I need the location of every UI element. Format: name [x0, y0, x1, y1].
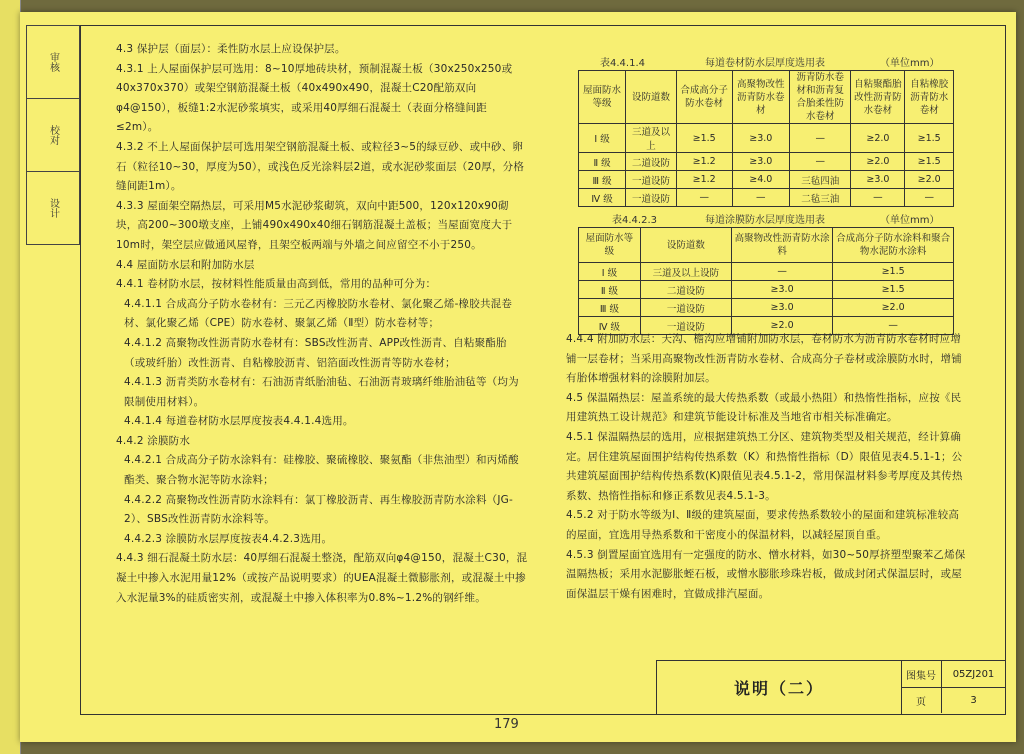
section-4-5: 4.5 保温隔热层：屋盖系统的最大传热系数（或最小热阻）和热惰性指标，应按《民用建筑热工设计规范》和建筑节能设计标准及当地省市相关标准确定。 — [566, 391, 962, 424]
table-cell: Ⅳ 级 — [579, 317, 641, 335]
table2-header: 高聚物改性沥青防水涂料 — [731, 228, 832, 263]
section-4-5-2: 4.5.2 对于防水等级为Ⅰ、Ⅱ级的建筑屋面，要求传热系数较小的屋面和建筑标准较高的屋面，宜选用导热系数和干密度小的保温材料，以减轻屋顶自重。 — [566, 509, 960, 541]
table-cell: — — [905, 189, 954, 207]
table-cell: Ⅲ 级 — [579, 299, 641, 317]
table-cell: Ⅱ 级 — [579, 153, 626, 171]
table-cell: ≥1.5 — [833, 281, 954, 299]
table1-header-row — [579, 71, 954, 124]
table2-header-row — [579, 228, 954, 263]
table-cell: ≥3.0 — [851, 171, 905, 189]
section-4-4-1-2: 4.4.1.2 高聚物改性沥青防水卷材有：SBS改性沥青、APP改性沥青、自粘聚酯胎（或玻纤胎）改性沥青、自粘橡胶沥青、铝箔面改性沥青等防水卷材； — [124, 336, 507, 369]
table-cell: — — [851, 189, 905, 207]
table-4-4-2-3 — [578, 227, 954, 335]
table-cell: — — [790, 153, 851, 171]
table-row — [579, 263, 954, 281]
page-label: 页 — [901, 687, 942, 713]
section-4-4-1-1: 4.4.1.1 合成高分子防水卷材有：三元乙丙橡胶防水卷材、氯化聚乙烯-橡胶共混卷材、氯化聚乙烯（CPE）防水卷材、聚氯乙烯（Ⅱ型）防水卷材等； — [124, 297, 513, 330]
table-cell: Ⅳ 级 — [579, 189, 626, 207]
table-row — [579, 153, 954, 171]
table-cell: ≥1.2 — [676, 153, 732, 171]
table-cell: 三道及以上 — [626, 124, 677, 153]
table-cell: — — [732, 189, 790, 207]
table1-header: 合成高分子防水卷材 — [676, 71, 732, 124]
section-4-5-1: 4.5.1 保温隔热层的选用，应根据建筑热工分区、建筑物类型及相关规范，经计算确定。居住建筑屋面围护结构传热系数（K）和热惰性指标（D）限值见表4.5.1-1；公共建筑屋面围护结构传热系数(K)限值见表4.5.1-2，常用保温材料参考厚度及其传热系数、热惰性指标和修正系数见表4.5.1-3。 — [566, 430, 963, 502]
table1-header: 自粘聚酯胎改性沥青防水卷材 — [851, 71, 905, 124]
table-cell: — — [676, 189, 732, 207]
table-cell: ≥4.0 — [732, 171, 790, 189]
table-cell: ≥1.5 — [676, 124, 732, 153]
table-cell: ≥3.0 — [732, 153, 790, 171]
table-cell: ≥2.0 — [731, 317, 832, 335]
binding-review: 审核 — [27, 26, 79, 99]
table-cell: ≥1.5 — [905, 153, 954, 171]
binding-signature-block — [26, 25, 80, 245]
right-text-column — [566, 330, 968, 604]
table-cell: Ⅰ 级 — [579, 263, 641, 281]
section-4-3-2: 4.3.2 不上人屋面保护层可选用架空钢筋混凝土板、或粒径3~5的绿豆砂、或中砂、卵石（粒径10~30，厚度为50），或浅色反光涂料层2道，或水泥砂浆面层（20厚，分格缝间距1m）。 — [116, 140, 525, 193]
book-page-number: 179 — [494, 717, 519, 732]
table-cell: 二毡三油 — [790, 189, 851, 207]
table-cell: ≥2.0 — [905, 171, 954, 189]
binding-design: 设计 — [47, 198, 59, 218]
binding-check: 校对 — [27, 99, 79, 172]
section-4-4-2-1: 4.4.2.1 合成高分子防水涂料有：硅橡胶、聚硫橡胶、聚氨酯（非焦油型）和丙烯酸酯类、聚合物水泥等防水涂料； — [124, 454, 519, 487]
table-row — [579, 281, 954, 299]
atlas-number: 05ZJ201 — [952, 668, 995, 680]
table-cell: ≥3.0 — [731, 299, 832, 317]
section-4-4-1-3: 4.4.1.3 沥青类防水卷材有：石油沥青纸胎油毡、石油沥青玻璃纤维胎油毡等（均为限制使用材料）。 — [124, 376, 519, 408]
section-4-4-3: 4.4.3 细石混凝土防水层：40厚细石混凝土整浇，配筋双向φ4@150，混凝土C30，混凝土中掺入水泥用量12%（或按产品说明要求）的UEA混凝土微膨胀剂，或混凝土中掺入水泥量3%的硅质密实剂，或混凝土中掺入体积率为0.8%~1.2%的钢纤维。 — [116, 552, 528, 604]
table-cell: ≥3.0 — [732, 124, 790, 153]
table-cell: 一道设防 — [640, 317, 731, 335]
section-4-5-3: 4.5.3 倒置屋面宜选用有一定强度的防水、憎水材料，如30~50厚挤塑型聚苯乙烯保温隔热板；采用水泥膨胀蛭石板，或憎水膨胀珍珠岩板，做成封闭式保温层时，或屋面保温层干燥有困难时，宜做成排汽屋面。 — [566, 548, 966, 600]
section-4-3: 4.3 保护层（面层）：柔性防水层上应设保护层。 — [116, 43, 346, 55]
table-cell: — — [833, 317, 954, 335]
table-cell: 三道及以上设防 — [640, 263, 731, 281]
section-4-3-3: 4.3.3 屋面架空隔热层，可采用M5水泥砂浆砌筑，双向中距500，120x120x90砌块，高200~300墩支座，上铺490x490x40细石钢筋混凝土盖板；当屋面宽度大于10m时，架空层应做通风屋脊，且架空板两端与外墙之间应留空不小于250。 — [116, 199, 513, 251]
table-cell: Ⅲ 级 — [579, 171, 626, 189]
table-cell: Ⅰ 级 — [579, 124, 626, 153]
table-cell: Ⅱ 级 — [579, 281, 641, 299]
table-cell: 二道设防 — [626, 153, 677, 171]
page-row — [901, 687, 1005, 713]
section-4-3-1: 4.3.1 上人屋面保护层可选用：8~10厚地砖块材，预制混凝土板（30x250x250或40x370x370）或架空钢筋混凝土板（40x490x490，混凝土C20配筋双向φ4@150），板缝1:2水泥砂浆填实，或采用40厚细石混凝土（表面分格缝间距≤2m）。 — [116, 62, 513, 134]
table2-unit: （单位mm） — [880, 215, 940, 226]
atlas-label: 图集号 — [901, 661, 942, 687]
table-cell: 三毡四油 — [790, 171, 851, 189]
table-row — [579, 299, 954, 317]
section-4-4-2-3: 4.4.2.3 涂膜防水层厚度按表4.4.2.3选用。 — [124, 532, 333, 545]
table-row — [579, 124, 954, 153]
table1-header: 设防道数 — [626, 71, 677, 124]
table2-caption: 表4.4.2.3 — [612, 215, 657, 226]
section-4-4-1-4: 4.4.1.4 每道卷材防水层厚度按表4.4.1.4选用。 — [124, 415, 354, 428]
section-4-4-2-2: 4.4.2.2 高聚物改性沥青防水涂料有：氯丁橡胶沥青、再生橡胶沥青防水涂料（JG-2）、SBS改性沥青防水涂料等。 — [124, 493, 513, 526]
section-4-4-4: 4.4.4 附加防水层：天沟、檐沟应增铺附加防水层，卷材防水为沥青防水卷材时应增铺一层卷材；当采用高聚物改性沥青防水卷材、合成高分子卷材或涂膜防水时，增铺有胎体增强材料的涂膜附加层。 — [566, 333, 962, 385]
table1-unit: （单位mm） — [880, 58, 940, 69]
table-4-4-1-4 — [578, 70, 954, 207]
atlas-row — [901, 661, 1005, 688]
table-cell: 二道设防 — [640, 281, 731, 299]
table1-title: 每道卷材防水层厚度选用表 — [705, 58, 825, 69]
table-cell: ≥1.5 — [905, 124, 954, 153]
table1-caption: 表4.4.1.4 — [600, 58, 645, 69]
section-4-4-2: 4.4.2 涂膜防水 — [116, 434, 191, 447]
left-text-column — [116, 40, 528, 608]
table-row — [579, 189, 954, 207]
sheet-title: 说明（二） — [657, 661, 902, 714]
table-cell: ≥3.0 — [731, 281, 832, 299]
table2-header: 屋面防水等级 — [579, 228, 641, 263]
table-cell: — — [790, 124, 851, 153]
table-row — [579, 171, 954, 189]
section-4-4-1: 4.4.1 卷材防水层，按材料性能质量由高到低，常用的品种可分为： — [116, 278, 437, 291]
table1-header: 高聚物改性沥青防水卷材 — [732, 71, 790, 124]
table2-header: 合成高分子防水涂料和聚合物水泥防水涂料 — [833, 228, 954, 263]
adjacent-page-edge — [0, 0, 21, 754]
table2-title: 每道涂膜防水层厚度选用表 — [705, 215, 825, 226]
table-cell: 一道设防 — [626, 189, 677, 207]
table1-header: 自粘橡胶沥青防水卷材 — [905, 71, 954, 124]
page-number: 3 — [970, 694, 977, 706]
table1-header: 沥青防水卷材和沥青复合胎柔性防水卷材 — [790, 71, 851, 124]
table-cell: ≥1.2 — [676, 171, 732, 189]
title-block — [656, 660, 1005, 714]
table-cell: ≥2.0 — [851, 153, 905, 171]
table-cell: 一道设防 — [626, 171, 677, 189]
section-4-4: 4.4 屋面防水层和附加防水层 — [116, 258, 255, 271]
table-cell: 一道设防 — [640, 299, 731, 317]
table-cell: — — [731, 263, 832, 281]
table-cell: ≥1.5 — [833, 263, 954, 281]
table-cell: ≥2.0 — [851, 124, 905, 153]
table2-header: 设防道数 — [640, 228, 731, 263]
table-cell: ≥2.0 — [833, 299, 954, 317]
table1-header: 屋面防水等级 — [579, 71, 626, 124]
